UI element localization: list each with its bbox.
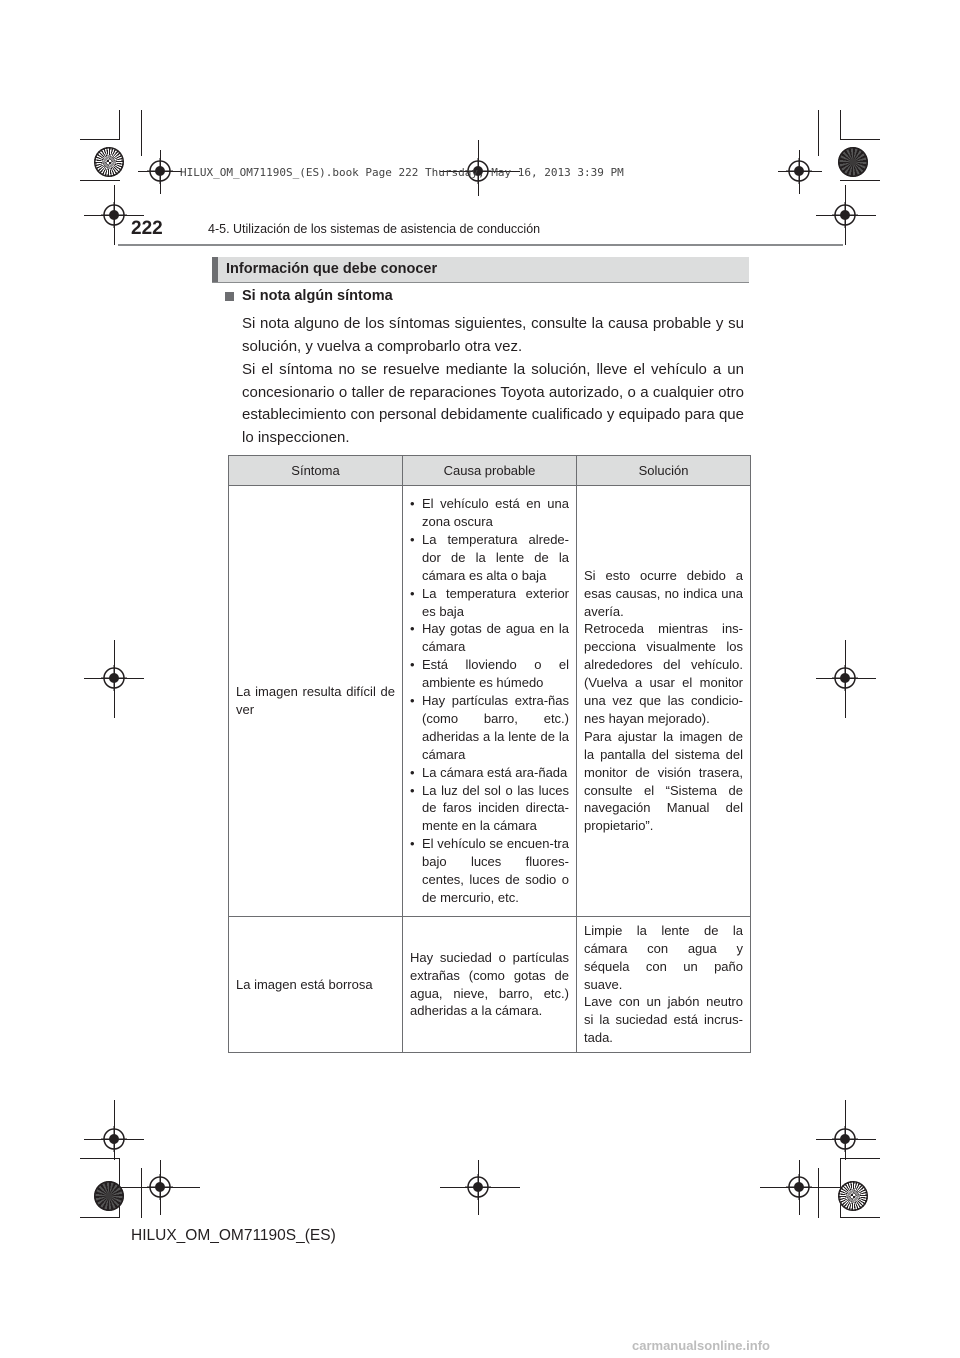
subheading: Si nota algún síntoma bbox=[242, 288, 393, 304]
header-divider bbox=[118, 244, 843, 246]
column-header: Síntoma bbox=[229, 456, 403, 486]
page-number: 222 bbox=[131, 218, 163, 239]
list-item: • La temperatura alrede-dor de la lente de la cámara es alta o baja bbox=[410, 531, 569, 585]
registration-star-icon bbox=[94, 1181, 124, 1211]
solution-text: Si esto ocurre debido a esas causas, no indica una avería. bbox=[584, 567, 743, 619]
info-box-marker bbox=[212, 257, 218, 282]
list-item: • Está lloviendo o el ambiente es húmedo bbox=[410, 656, 569, 692]
registration-target-icon bbox=[786, 1174, 812, 1200]
column-header: Causa probable bbox=[403, 456, 577, 486]
registration-target-icon bbox=[101, 202, 127, 228]
list-item: • El vehículo está en una zona oscura bbox=[410, 495, 569, 531]
registration-target-icon bbox=[147, 158, 173, 184]
solution-cell bbox=[577, 917, 751, 1053]
column-header: Solución bbox=[577, 456, 751, 486]
symptom-cell: La imagen resulta difícil de ver bbox=[229, 486, 403, 917]
cause-cell bbox=[403, 486, 577, 917]
solution-text: Retroceda mientras ins-pecciona visualmente los alrededores del vehículo. (Vuelva a usar el monitor una vez que las condicio-nes hayan mejorado). bbox=[584, 621, 743, 726]
registration-target-icon bbox=[147, 1174, 173, 1200]
list-item: • La cámara está ara-ñada bbox=[410, 764, 569, 782]
solution-text: Para ajustar la imagen de la pantalla del sistema del monitor de visión trasera, consulte el “Sistema de navegación Manual del propietario”. bbox=[584, 728, 743, 834]
registration-target-icon bbox=[465, 1174, 491, 1200]
registration-target-icon bbox=[101, 1126, 127, 1152]
list-item: • El vehículo se encuen-tra bajo luces fluores-centes, luces de sodio o de mercurio, etc. bbox=[410, 835, 569, 907]
info-box-underline bbox=[212, 282, 749, 283]
table-row bbox=[229, 917, 751, 1053]
section-title: 4-5. Utilización de los sistemas de asistencia de conducción bbox=[208, 222, 541, 236]
troubleshooting-table bbox=[228, 455, 751, 1053]
paragraph: Si nota alguno de los síntomas siguientes, consulte la causa probable y su solución, y vuelva a comprobarlo otra vez. bbox=[242, 315, 744, 355]
table-header-row bbox=[229, 456, 751, 486]
registration-target-icon bbox=[832, 665, 858, 691]
info-box-title: Información que debe conocer bbox=[226, 261, 438, 277]
list-item: • Hay gotas de agua en la cámara bbox=[410, 620, 569, 656]
symptom-cell: La imagen está borrosa bbox=[229, 917, 403, 1053]
registration-star-icon bbox=[838, 147, 868, 177]
table-row bbox=[229, 486, 751, 917]
registration-star-icon bbox=[94, 147, 124, 177]
registration-target-icon bbox=[832, 202, 858, 228]
document-code: HILUX_OM_OM71190S_(ES) bbox=[131, 1227, 336, 1244]
watermark-text: carmanualsonline.info bbox=[632, 1338, 770, 1353]
list-item: • La temperatura exterior es baja bbox=[410, 585, 569, 621]
list-item: • Hay partículas extra-ñas (como barro, etc.) adheridas a la lente de la cámara bbox=[410, 692, 569, 764]
registration-star-icon bbox=[838, 1181, 868, 1211]
registration-target-icon bbox=[832, 1126, 858, 1152]
book-info-line: HILUX_OM_OM71190S_(ES).book Page 222 Thursday, May 16, 2013 3:39 PM bbox=[180, 166, 624, 179]
square-bullet-icon bbox=[225, 292, 234, 301]
solution-text: Lave con un jabón neutro si la suciedad está incrus-tada. bbox=[584, 994, 743, 1046]
registration-target-icon bbox=[101, 665, 127, 691]
solution-cell bbox=[577, 486, 751, 917]
cause-cell: Hay suciedad o partículas extrañas (como gotas de agua, nieve, barro, etc.) adheridas a la cámara. bbox=[403, 917, 577, 1053]
info-box-header bbox=[212, 257, 749, 282]
registration-target-icon bbox=[786, 158, 812, 184]
paragraph: Si el síntoma no se resuelve mediante la solución, lleve el vehículo a un concesionario o taller de reparaciones Toyota autorizado, o a cualquier otro establecimiento con personal debidamente cualificado y equipado para que lo inspeccionen. bbox=[242, 361, 744, 446]
solution-text: Limpie la lente de la cámara con agua y séquela con un paño suave. bbox=[584, 922, 743, 992]
cause-list bbox=[410, 495, 569, 907]
list-item: • La luz del sol o las luces de faros inciden directa-mente en la cámara bbox=[410, 782, 569, 836]
